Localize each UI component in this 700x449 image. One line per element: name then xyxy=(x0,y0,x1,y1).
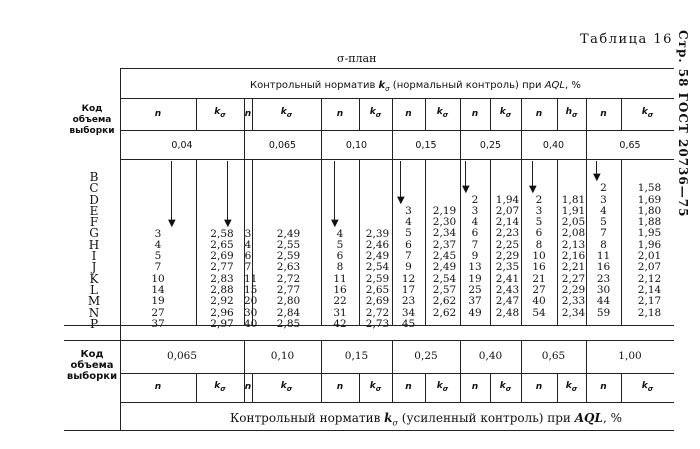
col-header-n: n xyxy=(600,109,607,119)
bottom-col-header-n: n xyxy=(471,382,479,392)
rule-bottom-end xyxy=(64,430,674,431)
bottom-col-header-n: n xyxy=(535,382,543,392)
bottom-aql-value: 0,65 xyxy=(541,350,566,362)
rule-nk xyxy=(120,130,674,131)
bottom-col-header-k: $k_\sigma$ xyxy=(641,381,654,393)
arrow-shaft xyxy=(532,161,533,187)
col-header-n: n xyxy=(154,109,162,119)
group-k-values: 2,19 2,30 2,34 2,37 2,45 2,49 2,54 2,57 2,62 2,62 xyxy=(432,204,457,319)
bottom-col-header-n: n xyxy=(336,382,344,392)
rule-bottom-aql xyxy=(120,373,674,374)
rule-bottom-nk xyxy=(120,402,674,403)
col-header-k: $k_\sigma$ xyxy=(641,107,654,119)
arrow-shaft xyxy=(400,161,401,198)
bottom-col-header-k: $k_\sigma$ xyxy=(280,381,293,393)
aql-value: 0,15 xyxy=(415,140,437,151)
col-header-k: $k_\sigma$ xyxy=(369,107,382,119)
group-n-values: 2 3 4 6 7 9 13 19 25 37 49 xyxy=(468,193,482,319)
sample-size-code-label: Код объема выборки xyxy=(69,104,115,136)
bottom-col-header-k: $k_\sigma$ xyxy=(436,381,449,393)
group-k-values: 1,58 1,69 1,80 1,88 1,95 1,96 2,01 2,07 2,12 2,14 2,17 2,18 xyxy=(637,182,662,319)
group-n-values: 3 4 5 6 7 9 12 17 23 34 45 xyxy=(401,204,416,330)
bottom-aql-value: 0,065 xyxy=(166,350,198,362)
rule-split-data xyxy=(196,159,197,325)
arrow-shaft xyxy=(334,161,335,221)
col-header-k: $k_\sigma$ xyxy=(436,107,449,119)
col-header-n: n xyxy=(535,109,543,119)
bottom-aql-value: 0,25 xyxy=(414,350,438,362)
group-n-values: 2 3 4 5 7 8 11 16 23 30 44 59 xyxy=(596,182,611,319)
bottom-col-header-n: n xyxy=(405,382,412,392)
rule-aql xyxy=(120,159,674,160)
bottom-col-header-k: $k_\sigma$ xyxy=(369,381,382,393)
bottom-col-header-k: $k_\sigma$ xyxy=(214,381,226,393)
group-k-values: 2,49 2,55 2,59 2,63 2,72 2,77 2,80 2,84 2,85 xyxy=(276,227,301,330)
bottom-aql-value: 1,00 xyxy=(618,350,642,362)
rule-split-data xyxy=(490,159,491,325)
rule-split-data xyxy=(557,159,558,325)
down-arrow-icon: ▼ xyxy=(462,183,470,195)
group-k-values: 2,39 2,46 2,49 2,54 2,59 2,65 2,69 2,72 2,73 xyxy=(365,227,390,330)
aql-value: 0,25 xyxy=(479,140,502,151)
plan-title: σ-план xyxy=(337,52,377,65)
down-arrow-icon: ▼ xyxy=(397,194,405,206)
bottom-aql-value: 0,15 xyxy=(344,350,369,362)
aql-value: 0,065 xyxy=(268,140,297,151)
bottom-sample-size-code-label: Код объема выборки xyxy=(66,349,118,382)
rule-split-data xyxy=(621,159,622,325)
table-title: Таблица 16 xyxy=(580,32,673,47)
col-header-k: $k_\sigma$ xyxy=(499,107,512,119)
arrow-shaft xyxy=(465,161,466,187)
rule-top xyxy=(120,68,674,69)
group-n-values: 3 4 5 7 10 14 19 27 37 xyxy=(151,227,165,330)
group-k-values: 1,94 2,07 2,14 2,23 2,25 2,29 2,35 2,41 2,43 2,47 2,48 xyxy=(495,193,520,319)
col-header-n: n xyxy=(336,109,344,119)
bottom-aql-value: 0,40 xyxy=(478,350,503,362)
group-k-values: 2,58 2,65 2,69 2,77 2,83 2,88 2,92 2,96 2,97 xyxy=(210,227,234,330)
group-k-values: 1,81 1,91 2,05 2,08 2,13 2,16 2,21 2,27 2,29 2,33 2,34 xyxy=(561,193,586,319)
col-header-k: $h_\sigma$ xyxy=(565,107,578,119)
footer-tightened-control: Контрольный норматив $k_\sigma$ (усиленный контроль) при AQL, % xyxy=(230,411,622,428)
bottom-aql-value: 0,10 xyxy=(270,350,295,362)
col-header-n: n xyxy=(471,109,479,119)
down-arrow-icon: ▼ xyxy=(168,217,176,229)
col-header-n: n xyxy=(405,109,412,119)
rule-split-data xyxy=(425,159,426,325)
bottom-col-header-n: n xyxy=(154,382,162,392)
bottom-col-header-n: n xyxy=(600,382,607,392)
bottom-col-header-k: $k_\sigma$ xyxy=(499,381,512,393)
down-arrow-icon: ▼ xyxy=(593,172,601,184)
aql-value: 0,04 xyxy=(171,140,193,151)
header-normal-control: Контрольный норматив $k_\sigma$ (нормальный контроль) при AQL, % xyxy=(250,80,581,93)
sample-code-letters: B C D E F G H I J K L M N P xyxy=(87,170,101,331)
arrow-shaft xyxy=(171,161,172,221)
rule-split-data xyxy=(359,159,360,325)
group-n-values: 3 4 6 7 11 15 20 30 40 xyxy=(244,227,258,330)
aql-value: 0,10 xyxy=(345,140,368,151)
rule-header xyxy=(120,98,674,99)
down-arrow-icon: ▼ xyxy=(331,217,339,229)
group-n-values: 4 5 6 8 11 16 22 31 42 xyxy=(333,227,347,330)
down-arrow-icon: ▼ xyxy=(529,183,537,195)
aql-value: 0,40 xyxy=(542,140,565,151)
col-header-k: $k_\sigma$ xyxy=(214,107,226,119)
rule-bottom-top xyxy=(64,340,674,341)
aql-value: 0,65 xyxy=(619,140,641,151)
bottom-col-header-n: n xyxy=(244,382,252,392)
arrow-shaft xyxy=(227,161,228,221)
group-n-values: 2 3 5 6 8 10 16 21 27 40 54 xyxy=(532,193,546,319)
side-running-header: Стр. 58 ГОСТ 20736—75 xyxy=(676,30,690,218)
bottom-col-header-k: $k_\sigma$ xyxy=(565,381,578,393)
down-arrow-icon: ▼ xyxy=(224,217,232,229)
col-header-k: $k_\sigma$ xyxy=(280,107,293,119)
col-header-n: n xyxy=(244,109,252,119)
